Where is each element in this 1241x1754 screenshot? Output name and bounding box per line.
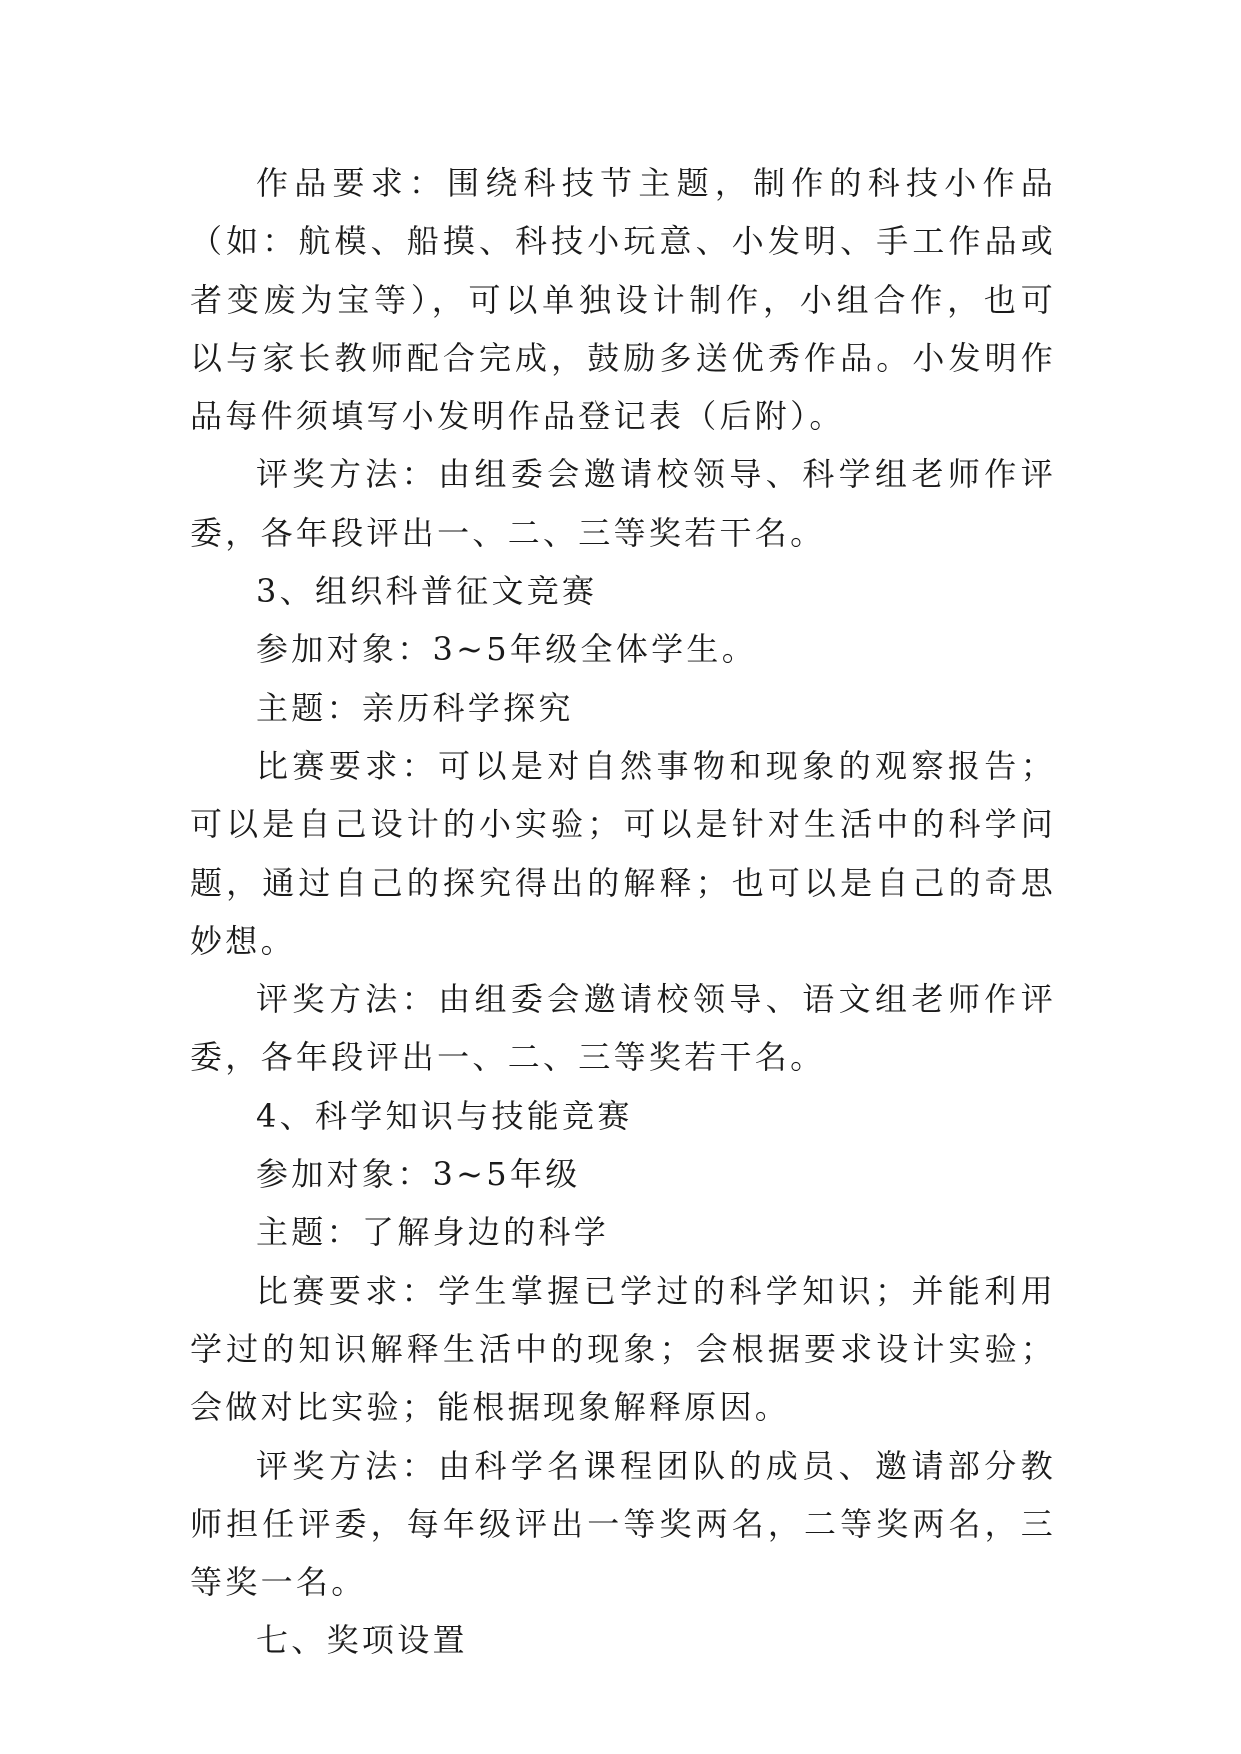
paragraph-work-requirements: 作品要求：围绕科技节主题，制作的科技小作品（如：航模、船摸、科技小玩意、小发明、手工作品或者变废为宝等），可以单独设计制作，小组合作，也可以与家长教师配合完成，鼓励多送优秀作品。小发明作品每件须填写小发明作品登记表（后附）。	[190, 164, 1056, 436]
section-heading-essay-contest: 3、组织科普征文竞赛	[256, 572, 598, 611]
paragraph-judging-method-1: 评奖方法：由组委会邀请校领导、科学组老师作评委，各年段评出一、二、三等奖若干名。	[190, 455, 1056, 552]
paragraph-theme-1: 主题：亲历科学探究	[256, 688, 574, 727]
paragraph-judging-method-3: 评奖方法：由科学名课程团队的成员、邀请部分教师担任评委，每年级评出一等奖两名，二等奖两名，三等奖一名。	[190, 1446, 1056, 1602]
paragraph-participants-1: 参加对象：3~5年级全体学生。	[256, 630, 758, 669]
paragraph-participants-2: 参加对象：3~5年级	[256, 1155, 581, 1194]
section-heading-awards: 七、奖项设置	[256, 1621, 468, 1660]
paragraph-contest-requirements-1: 比赛要求：可以是对自然事物和现象的观察报告；可以是自己设计的小实验；可以是针对生活中的科学问题，通过自己的探究得出的解释；也可以是自己的奇思妙想。	[190, 746, 1056, 960]
paragraph-theme-2: 主题：了解身边的科学	[256, 1213, 610, 1252]
paragraph-judging-method-2: 评奖方法：由组委会邀请校领导、语文组老师作评委，各年段评出一、二、三等奖若干名。	[190, 980, 1056, 1077]
paragraph-contest-requirements-2: 比赛要求：学生掌握已学过的科学知识；并能利用学过的知识解释生活中的现象；会根据要求设计实验；会做对比实验；能根据现象解释原因。	[190, 1271, 1056, 1427]
document-body	[190, 154, 1056, 1670]
section-heading-knowledge-contest: 4、科学知识与技能竞赛	[256, 1096, 633, 1135]
